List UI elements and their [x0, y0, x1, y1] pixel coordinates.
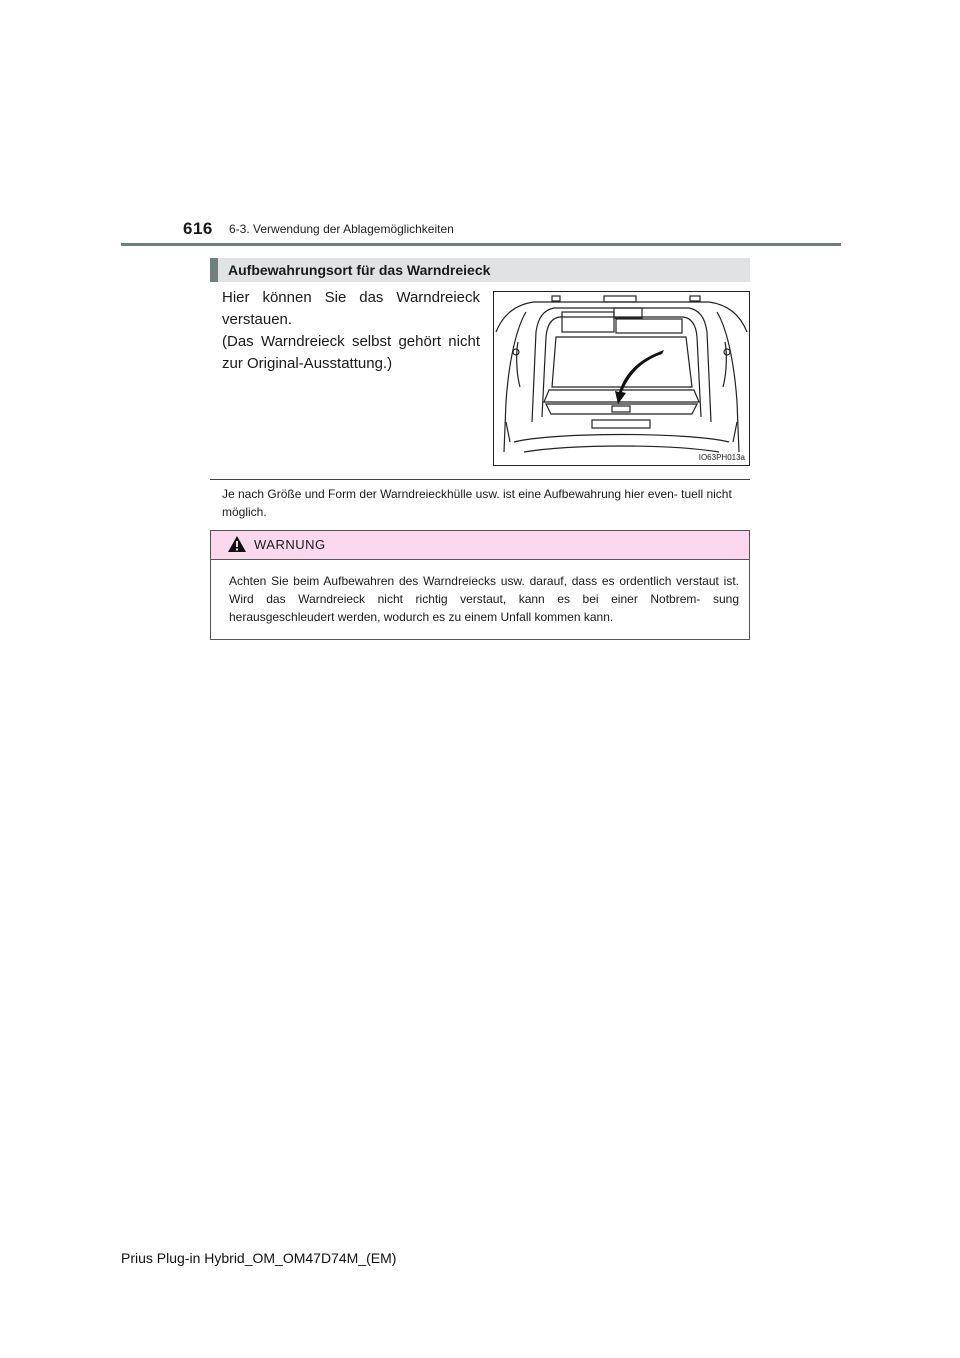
warning-triangle-icon	[227, 535, 247, 553]
warning-box	[210, 530, 750, 640]
trunk-illustration	[493, 291, 750, 466]
section-title: 6-3. Verwendung der Ablagemöglichkeiten	[229, 222, 454, 236]
section-heading-bar	[210, 258, 750, 282]
intro-text	[222, 287, 480, 375]
note-text: Je nach Größe und Form der Warndreieckhülle usw. ist eine Aufbewahrung hier even- tuell nicht möglich.	[222, 487, 732, 519]
header-divider	[121, 243, 841, 246]
section-heading: Aufbewahrungsort für das Warndreieck	[228, 262, 491, 278]
warning-title: WARNUNG	[254, 537, 326, 552]
page-number: 616	[183, 219, 213, 238]
warning-header	[211, 531, 749, 560]
footer-model: Prius Plug-in Hybrid_OM_OM47D74M_(EM)	[121, 1250, 397, 1266]
intro-line-2: (Das Warndreieck selbst gehört nicht zur Original-Ausstattung.)	[222, 333, 480, 372]
trunk-drawing	[494, 292, 749, 465]
warning-text: Achten Sie beim Aufbewahren des Warndreiecks usw. darauf, dass es ordentlich verstaut ist. Wird das Warndreieck nicht richtig verstaut, kann es bei einer Notbrem- sung herausgeschleudert werden, wodurch es zu einem Unfall kommen kann.	[229, 574, 739, 624]
divider	[210, 479, 750, 480]
figure-code: IO63PH013a	[698, 453, 745, 462]
intro-line-1: Hier können Sie das Warndreieck verstauen.	[222, 289, 480, 328]
